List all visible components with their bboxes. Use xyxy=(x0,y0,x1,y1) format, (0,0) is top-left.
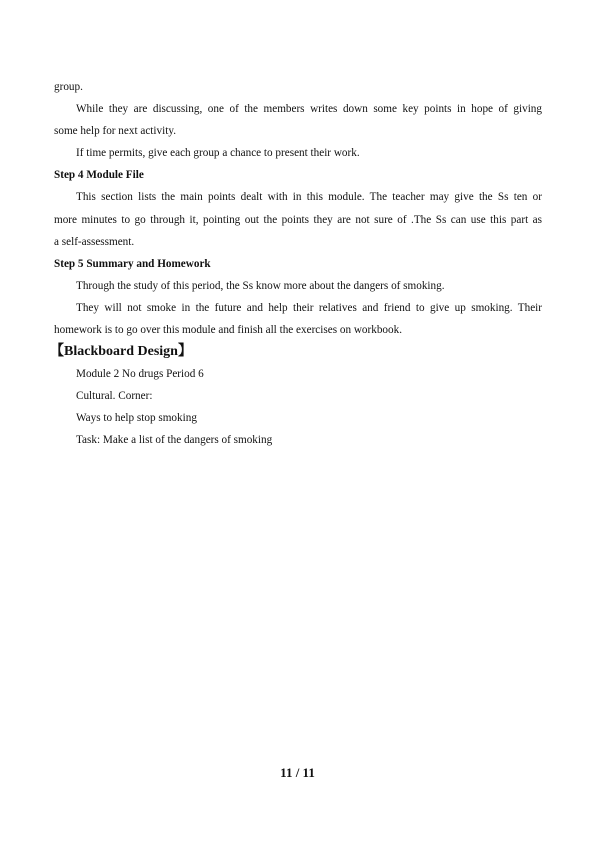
paragraph-line: Through the study of this period, the Ss know more about the dangers of smoking. xyxy=(76,279,445,292)
paragraph-line: a self-assessment. xyxy=(54,235,135,248)
step5-heading: Step 5 Summary and Homework xyxy=(54,257,211,270)
blackboard-item: Task: Make a list of the dangers of smoking xyxy=(76,434,273,447)
blackboard-item: Cultural. Corner: xyxy=(76,390,153,403)
paragraph-line: They will not smoke in the future and help their relatives and friend to give up smoking. Their xyxy=(76,301,542,314)
document-body xyxy=(50,76,542,452)
paragraph-line: more minutes to go through it, pointing out the points they are not sure of .The Ss can use this part as xyxy=(54,213,542,226)
paragraph-line: homework is to go over this module and finish all the exercises on workbook. xyxy=(54,324,402,337)
paragraph-line: group. xyxy=(54,81,83,93)
step4-heading: Step 4 Module File xyxy=(54,169,144,182)
paragraph-line: some help for next activity. xyxy=(54,125,176,138)
blackboard-design-list xyxy=(54,363,542,451)
page-number: 11 / 11 xyxy=(280,765,315,780)
paragraph-line: If time permits, give each group a chance to present their work. xyxy=(76,147,360,160)
blackboard-item: Module 2 No drugs Period 6 xyxy=(76,368,204,381)
paragraph-line: While they are discussing, one of the members writes down some key points in hope of giving xyxy=(76,103,542,116)
paragraph-line: This section lists the main points dealt with in this module. The teacher may give the Ss ten or xyxy=(76,191,542,204)
blackboard-design-title: 【Blackboard Design】 xyxy=(50,344,192,360)
blackboard-item: Ways to help stop smoking xyxy=(76,412,197,425)
